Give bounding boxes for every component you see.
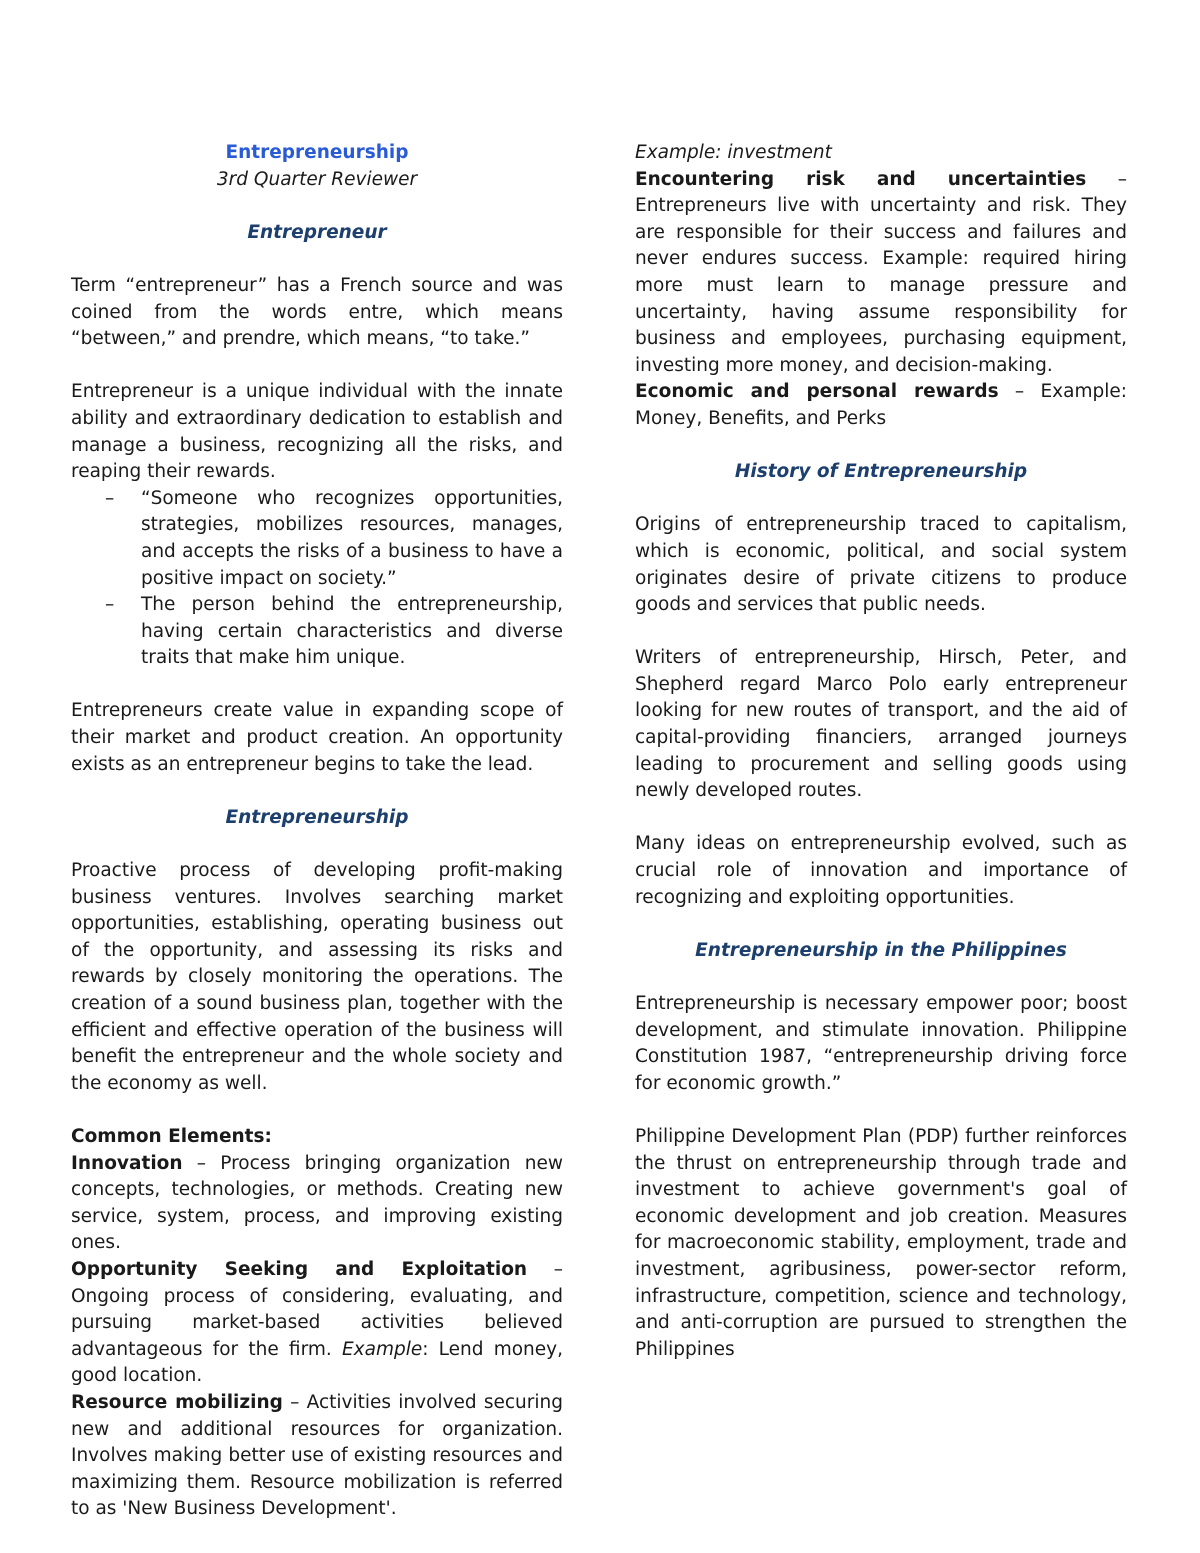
history-paragraph-2: Writers of entrepreneurship, Hirsch, Peter, and Shepherd regard Marco Polo early entrepreneur looking for new routes of transport, and the aid of capital-providing financiers, arranged journeys leading to procurement and selling goods using newly developed routes. <box>635 647 1127 802</box>
resource-example: Example: investment <box>635 142 832 163</box>
entrepreneur-paragraph-3: Entrepreneurs create value in expanding scope of their market and product creation. An opportunity exists as an entrepreneur begins to take the lead. <box>71 700 563 775</box>
innovation-label: Innovation <box>71 1152 183 1174</box>
heading-entrepreneur: Entrepreneur <box>247 221 387 243</box>
opportunity-label: Opportunity Seeking and Exploitation <box>71 1258 528 1280</box>
left-column <box>71 140 563 1523</box>
heading-entrepreneurship: Entrepreneurship <box>225 806 409 828</box>
risk-label: Encountering risk and uncertainties <box>635 168 1087 190</box>
philippines-paragraph-2: Philippine Development Plan (PDP) further reinforces the thrust on entrepreneurship through trade and investment to achieve government's goal of economic development and job creation. Measures for macroeconomic stability, employment, trade and investment, agribusiness, power-sector reform, infrastructure, competition, science and technology, and anti-corruption are pursued to strengthen the Philippines <box>635 1125 1127 1360</box>
rewards-label: Economic and personal rewards <box>635 381 999 403</box>
entrepreneur-paragraph-2: Entrepreneur is a unique individual with the innate ability and extraordinary dedication to establish and manage a business, recognizing all the risks, and reaping their rewards. <box>71 381 563 483</box>
list-item: – “Someone who recognizes opportunities, strategies, mobilizes resources, manages, and accepts the risks of a business to have a positive impact on society.” <box>141 486 563 592</box>
resource-text: – Activities involved securing new and additional resources for organization. Involves making better use of existing resources and maximizing them. Resource mobilization is referred to as 'New Business Development'. <box>71 1391 563 1520</box>
entrepreneur-bullet-list <box>71 486 563 672</box>
opportunity-example-text: : Lend money, good location. <box>71 1338 563 1387</box>
document-subtitle: 3rd Quarter Reviewer <box>216 168 418 190</box>
list-item: – The person behind the entrepreneurship, having certain characteristics and diverse traits that make him unique. <box>141 592 563 672</box>
element-risk <box>635 167 1127 380</box>
common-elements-label: Common Elements: <box>71 1125 272 1147</box>
entrepreneur-paragraph-1: Term “entrepreneur” has a French source and was coined from the words entre, which means “between,” and prendre, which means, “to take.” <box>71 274 563 350</box>
rewards-text: – Example: Money, Benefits, and Perks <box>635 381 1127 429</box>
history-paragraph-1: Origins of entrepreneurship traced to capitalism, which is economic, political, and social system originates desire of private citizens to produce goods and services that public needs. <box>635 514 1127 616</box>
philippines-paragraph-1: Entrepreneurship is necessary empower poor; boost development, and stimulate innovation. Philippine Constitution 1987, “entrepreneurship driving force for economic growth.” <box>635 993 1127 1094</box>
entrepreneurship-paragraph: Proactive process of developing profit-making business ventures. Involves searching market opportunities, establishing, operating business out of the opportunity, and assessing its risks and rewards by closely monitoring the operations. The creation of a sound business plan, together with the efficient and effective operation of the business will benefit the entrepreneur and the whole society and the economy as well. <box>71 860 563 1094</box>
resource-label: Resource mobilizing <box>71 1391 283 1413</box>
element-rewards <box>635 379 1127 432</box>
innovation-text: – Process bringing organization new concepts, technologies, or methods. Creating new service, system, process, and improving existing ones. <box>71 1152 563 1254</box>
history-paragraph-3: Many ideas on entrepreneurship evolved, such as crucial role of innovation and importance of recognizing and exploiting opportunities. <box>635 833 1127 908</box>
element-resource-mobilizing <box>71 1390 563 1523</box>
heading-history: History of Entrepreneurship <box>734 461 1028 483</box>
opportunity-example-label: Example <box>341 1338 423 1360</box>
right-column <box>635 140 1127 1363</box>
document-title: Entrepreneurship <box>225 142 409 163</box>
risk-text: – Entrepreneurs live with uncertainty and risk. They are responsible for their success and failures and never endures success. Example: required hiring more must learn to manage pressure and uncertainty, having assume responsibility for business and employees, purchasing equipment, investing more money, and decision-making. <box>635 168 1127 376</box>
element-opportunity <box>71 1257 563 1390</box>
opportunity-text: – Ongoing process of considering, evaluating, and pursuing market-based activities believed advantageous for the firm. <box>71 1258 563 1360</box>
heading-philippines: Entrepreneurship in the Philippines <box>695 939 1067 961</box>
element-innovation <box>71 1151 563 1257</box>
